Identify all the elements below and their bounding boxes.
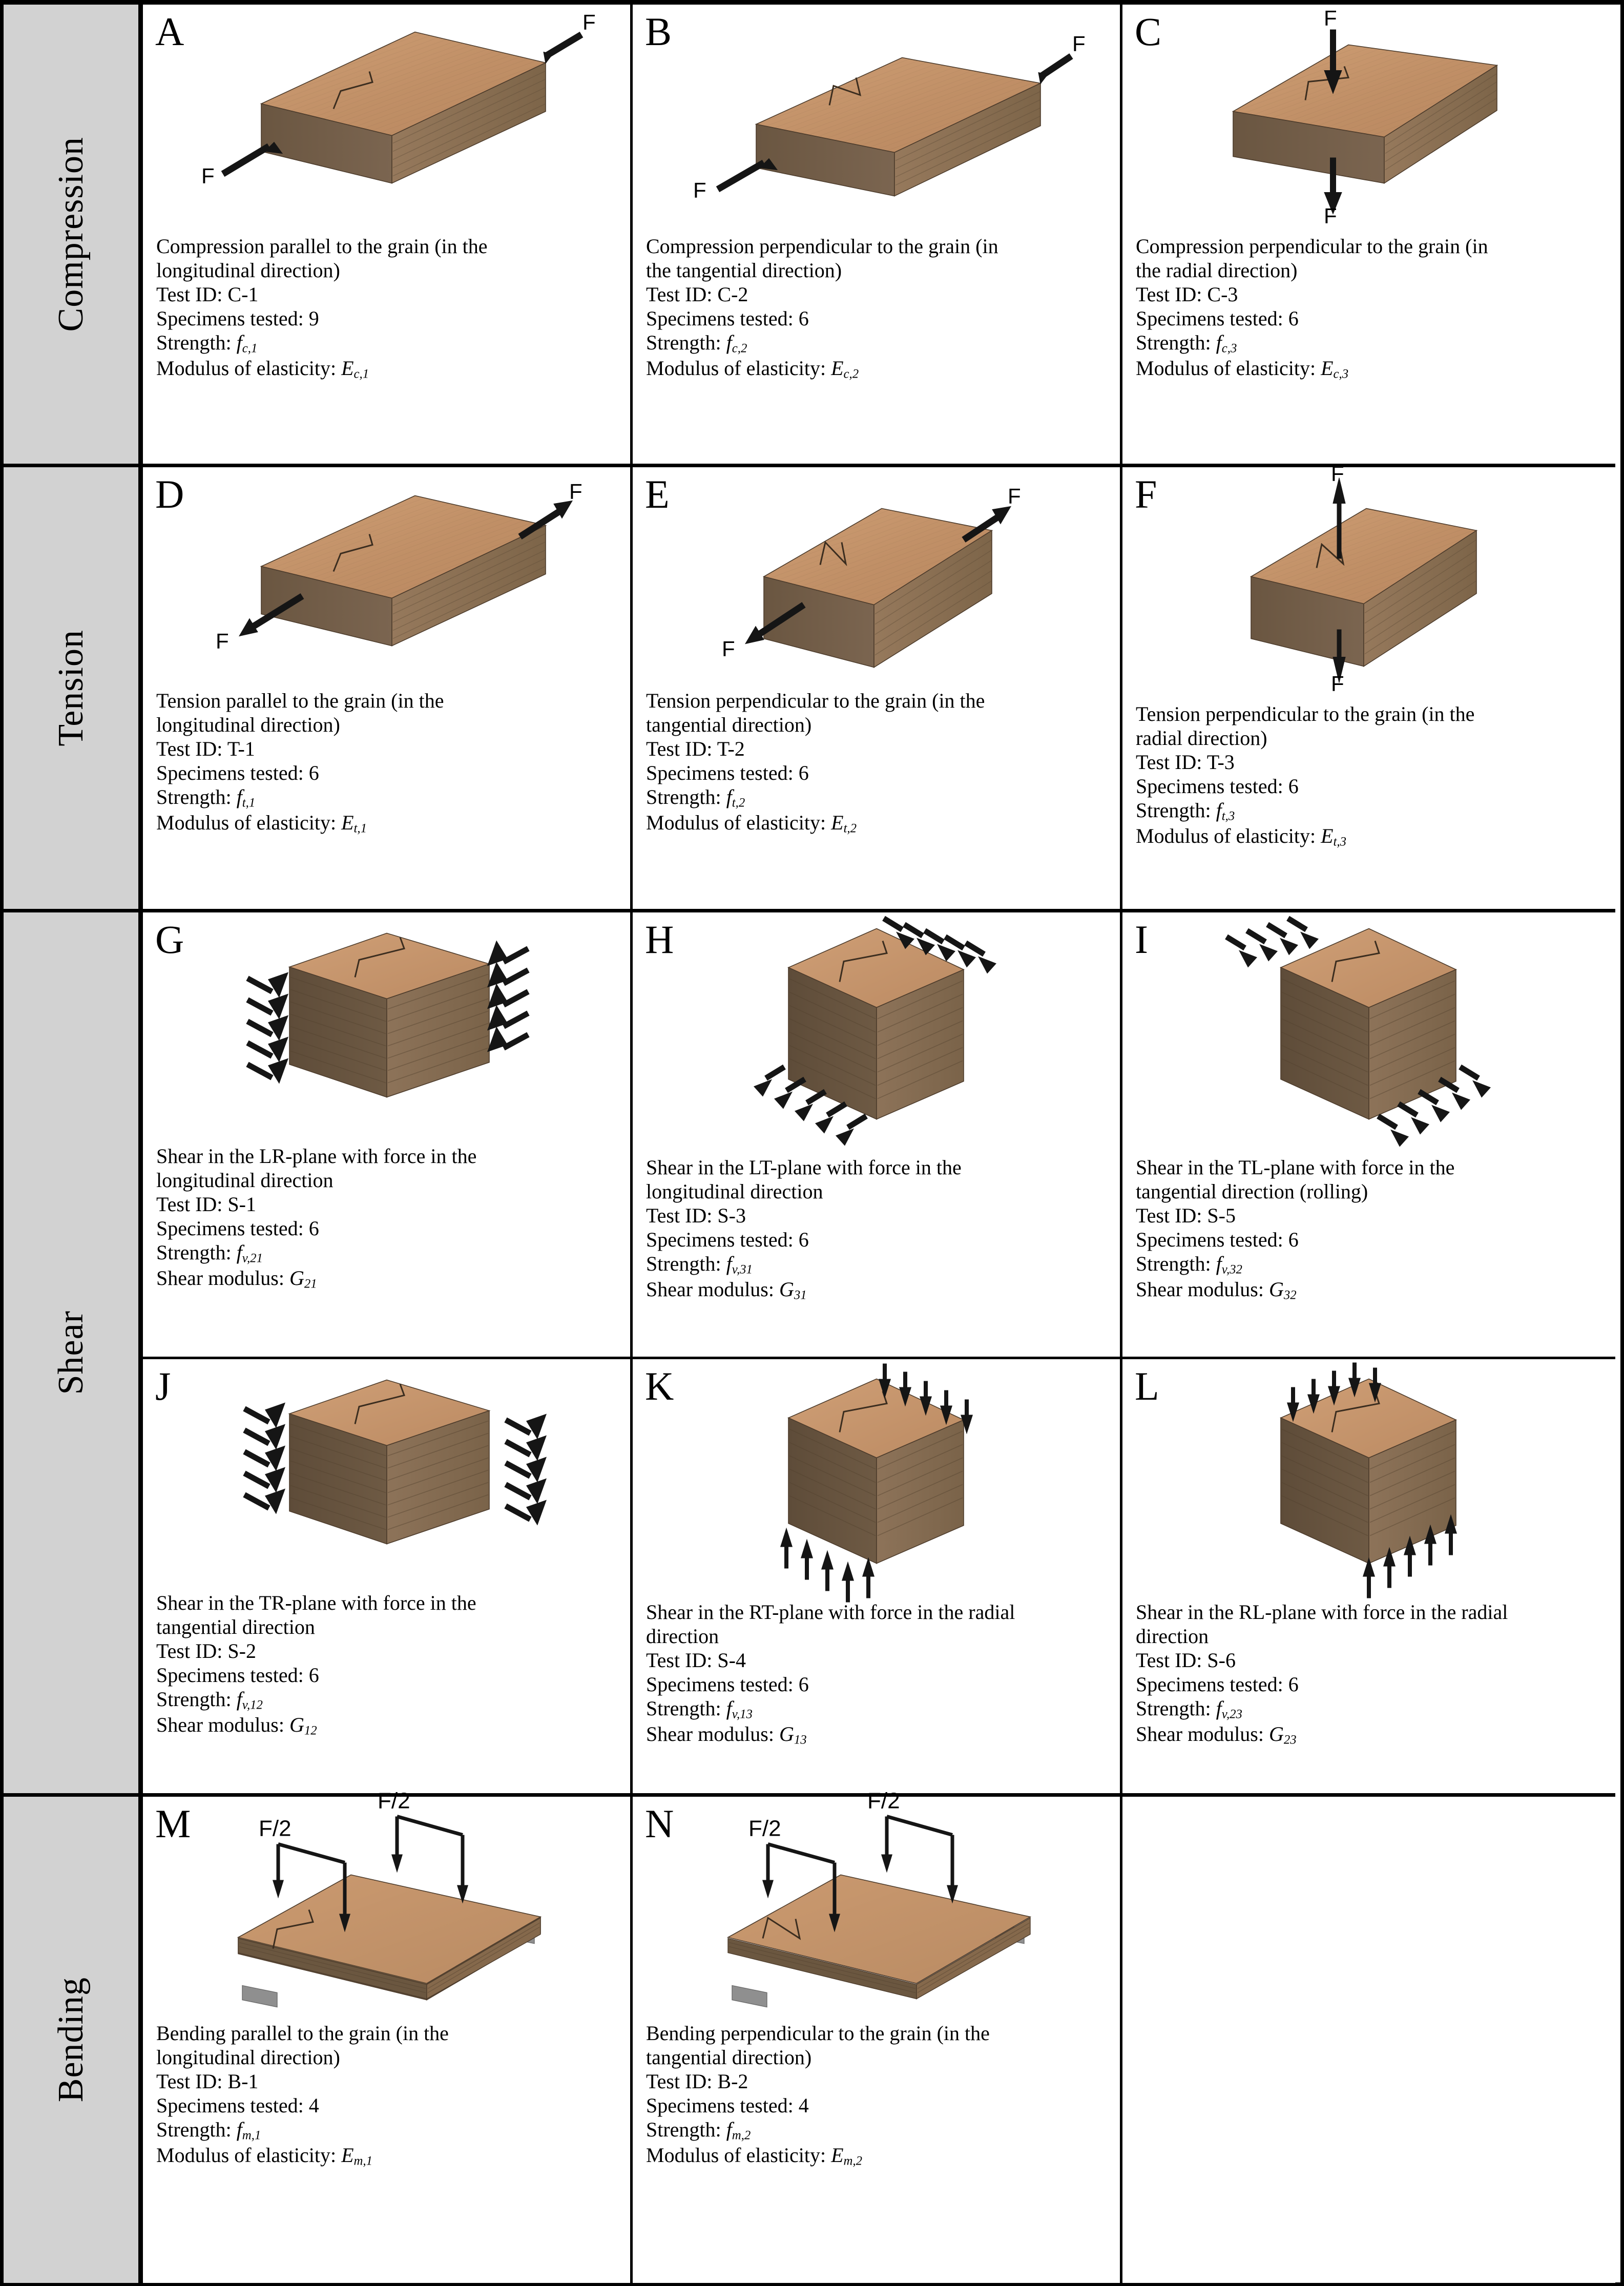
panel-letter-F: F xyxy=(1135,472,1157,516)
panel-caption-D xyxy=(143,689,630,836)
wood-beam-four-point-bending-svg xyxy=(672,1784,1081,2025)
test-id-line: Test ID: S-4 xyxy=(646,1649,746,1672)
specimens-line: Specimens tested: 6 xyxy=(1136,775,1299,798)
wood-beam-axial-compression-svg xyxy=(192,10,596,219)
panel-caption-F xyxy=(1122,702,1615,849)
modulus-line: Modulus of elasticity: $E_{c,3}$ xyxy=(1136,356,1349,381)
caption-line: Bending parallel to the grain (in the xyxy=(156,2022,449,2045)
wood-beam-axial-tension-svg xyxy=(192,480,581,679)
specimen-diagram-cube-rl-shear xyxy=(1200,1359,1538,1607)
panel-letter-M: M xyxy=(155,1801,191,1846)
strength-line: Strength: $f_{m,2}$ xyxy=(646,2118,751,2143)
panel-letter-H: H xyxy=(645,917,674,962)
panel-cell-H xyxy=(633,912,1122,1359)
panel-letter-I: I xyxy=(1135,917,1148,962)
specimens-line: Specimens tested: 6 xyxy=(156,761,319,784)
caption-line: direction xyxy=(646,1625,719,1648)
category-cell-compression xyxy=(4,5,143,467)
test-id-line: Test ID: C-3 xyxy=(1136,283,1238,306)
modulus-line: Modulus of elasticity: $E_{c,1}$ xyxy=(156,356,369,381)
strength-line: Strength: $f_{v,32}$ xyxy=(1136,1252,1242,1277)
strength-line: Strength: $f_{m,1}$ xyxy=(156,2118,261,2143)
strength-line: Strength: $f_{v,13}$ xyxy=(646,1697,753,1721)
caption-line: longitudinal direction) xyxy=(156,713,340,736)
caption-line: Compression parallel to the grain (in the xyxy=(156,235,488,258)
panel-figure-K xyxy=(633,1362,1120,1603)
panel-cell-B xyxy=(633,5,1122,467)
specimens-line: Specimens tested: 6 xyxy=(646,307,809,330)
test-id-line: Test ID: C-2 xyxy=(646,283,748,306)
caption-line: direction xyxy=(1136,1625,1209,1648)
panel-caption-L xyxy=(1122,1600,1615,1747)
force-label-F: F xyxy=(1324,6,1337,30)
wood-cube-vertical-shear-svg xyxy=(1200,1359,1538,1605)
modulus-line: Modulus of elasticity: $E_{m,2}$ xyxy=(646,2143,863,2168)
panel-figure-L xyxy=(1122,1362,1615,1603)
modulus-line: Modulus of elasticity: $E_{t,2}$ xyxy=(646,811,857,836)
specimens-line: Specimens tested: 6 xyxy=(646,761,809,784)
test-id-line: Test ID: B-1 xyxy=(156,2070,259,2093)
specimens-line: Specimens tested: 6 xyxy=(1136,307,1299,330)
modulus-line: Shear modulus: $G_{31}$ xyxy=(646,1277,807,1302)
wood-slab-vertical-tension-svg xyxy=(1190,461,1548,696)
caption-line: tangential direction) xyxy=(646,713,812,736)
specimen-diagram-beam-tension xyxy=(192,480,581,682)
modulus-line: Modulus of elasticity: $E_{m,1}$ xyxy=(156,2143,373,2168)
panel-cell-L xyxy=(1122,1359,1615,1797)
specimen-diagram-cube-tr-shear xyxy=(207,1364,566,1582)
caption-line: Tension parallel to the grain (in the xyxy=(156,689,444,712)
strength-line: Strength: $f_{t,2}$ xyxy=(646,785,745,810)
panel-figure-G xyxy=(143,916,630,1136)
specimen-diagram-slab-tension xyxy=(697,477,1056,684)
panel-figure-C xyxy=(1122,8,1615,228)
force-label-F: F xyxy=(1072,31,1086,56)
force-label-F: F xyxy=(582,10,596,34)
specimen-diagram-four-point-bending-perp xyxy=(672,1784,1081,2028)
category-label-tension: Tension xyxy=(51,630,91,746)
wood-cube-side-shear-svg xyxy=(207,1364,566,1579)
specimens-line: Specimens tested: 4 xyxy=(156,2094,319,2117)
test-id-line: Test ID: C-1 xyxy=(156,283,259,306)
modulus-line: Shear modulus: $G_{23}$ xyxy=(1136,1722,1297,1747)
test-id-line: Test ID: S-1 xyxy=(156,1193,256,1216)
specimen-diagram-cube-side-shear xyxy=(207,917,566,1135)
caption-line: longitudinal direction) xyxy=(156,2046,340,2069)
wood-cube-vertical-shear-svg xyxy=(707,1359,1046,1605)
category-cell-shear xyxy=(4,912,143,1797)
specimen-diagram-cube-rt-shear xyxy=(707,1359,1046,1607)
category-label-bending: Bending xyxy=(51,1977,91,2103)
panel-caption-I xyxy=(1122,1155,1615,1302)
panel-figure-D xyxy=(143,470,630,691)
strength-line: Strength: $f_{t,1}$ xyxy=(156,785,256,810)
panel-cell-A xyxy=(143,5,633,467)
panel-cell-N xyxy=(633,1788,1122,2283)
panel-cell-M xyxy=(143,1788,633,2283)
panel-letter-N: N xyxy=(645,1801,674,1846)
modulus-line: Modulus of elasticity: $E_{t,3}$ xyxy=(1136,824,1347,849)
modulus-line: Shear modulus: $G_{21}$ xyxy=(156,1266,317,1291)
test-id-line: Test ID: S-6 xyxy=(1136,1649,1236,1672)
panel-cell-I xyxy=(1122,912,1615,1359)
panel-cell-J xyxy=(143,1359,633,1797)
specimen-diagram-beam-compression-perp xyxy=(682,14,1086,222)
panel-letter-J: J xyxy=(155,1364,171,1408)
caption-line: Bending perpendicular to the grain (in the xyxy=(646,2022,990,2045)
modulus-line: Shear modulus: $G_{32}$ xyxy=(1136,1277,1297,1302)
strength-line: Strength: $f_{t,3}$ xyxy=(1136,799,1235,823)
caption-line: the radial direction) xyxy=(1136,259,1298,282)
half-force-label: F/2 xyxy=(867,1788,900,1813)
panel-caption-B xyxy=(633,234,1120,381)
panel-caption-C xyxy=(1122,234,1615,381)
strength-line: Strength: $f_{v,31}$ xyxy=(646,1252,753,1277)
force-label-F: F xyxy=(1007,484,1021,508)
panel-letter-C: C xyxy=(1135,9,1162,54)
panel-figure-F xyxy=(1122,461,1615,696)
test-matrix-grid xyxy=(4,5,1620,2282)
specimen-diagram-beam-radial-compression xyxy=(1179,6,1558,228)
panel-letter-G: G xyxy=(155,917,184,962)
specimen-diagram-slab-radial-tension xyxy=(1190,461,1548,696)
test-id-line: Test ID: T-3 xyxy=(1136,751,1235,774)
panel-caption-J xyxy=(143,1591,630,1738)
specimens-line: Specimens tested: 6 xyxy=(1136,1673,1299,1696)
specimens-line: Specimens tested: 6 xyxy=(156,1664,319,1687)
wood-beam-axial-compression-svg xyxy=(682,14,1086,219)
wood-cube-rolling-shear-svg xyxy=(1200,915,1538,1155)
panel-cell-empty xyxy=(1122,1797,1615,2283)
wood-beam-vertical-compression-svg xyxy=(1179,6,1558,228)
caption-line: radial direction) xyxy=(1136,726,1267,750)
half-force-label: F/2 xyxy=(258,1816,292,1841)
force-label-F: F xyxy=(201,163,215,188)
strength-line: Strength: $f_{c,3}$ xyxy=(1136,331,1237,356)
panel-caption-K xyxy=(633,1600,1120,1747)
force-label-F: F xyxy=(693,178,706,202)
specimens-line: Specimens tested: 9 xyxy=(156,307,319,330)
panel-cell-G xyxy=(143,912,633,1359)
specimen-diagram-four-point-bending xyxy=(182,1784,592,2028)
modulus-line: Shear modulus: $G_{13}$ xyxy=(646,1722,807,1747)
panel-figure-H xyxy=(633,916,1120,1156)
strength-line: Strength: $f_{v,21}$ xyxy=(156,1241,263,1265)
caption-line: longitudinal direction) xyxy=(156,259,340,282)
caption-line: Shear in the RT-plane with force in the radial xyxy=(646,1601,1015,1624)
panel-letter-A: A xyxy=(155,9,184,54)
wood-beam-four-point-bending-svg xyxy=(182,1784,592,2025)
specimens-line: Specimens tested: 6 xyxy=(156,1217,319,1240)
panel-figure-J xyxy=(143,1362,630,1583)
panel-caption-A xyxy=(143,234,630,381)
panel-letter-D: D xyxy=(155,472,184,516)
strength-line: Strength: $f_{v,23}$ xyxy=(1136,1697,1242,1721)
panel-figure-A xyxy=(143,8,630,228)
specimens-line: Specimens tested: 6 xyxy=(1136,1228,1299,1251)
wood-cube-diagonal-shear-svg xyxy=(707,915,1046,1155)
specimens-line: Specimens tested: 4 xyxy=(646,2094,809,2117)
modulus-line: Shear modulus: $G_{12}$ xyxy=(156,1713,317,1738)
test-id-line: Test ID: T-2 xyxy=(646,737,745,760)
panel-cell-C xyxy=(1122,5,1615,467)
caption-line: Compression perpendicular to the grain (in xyxy=(646,235,998,258)
panel-figure-E xyxy=(633,470,1120,691)
category-label-compression: Compression xyxy=(51,136,91,332)
panel-cell-F xyxy=(1122,461,1615,912)
panel-figure-N xyxy=(633,1788,1120,2012)
panel-caption-G xyxy=(143,1144,630,1291)
force-label-F: F xyxy=(1324,203,1337,228)
category-label-shear: Shear xyxy=(51,1311,91,1395)
caption-line: longitudinal direction xyxy=(646,1180,823,1203)
panel-letter-K: K xyxy=(645,1364,674,1408)
modulus-line: Modulus of elasticity: $E_{c,2}$ xyxy=(646,356,859,381)
panel-caption-M xyxy=(143,2021,630,2168)
half-force-label: F/2 xyxy=(748,1816,781,1841)
caption-line: Shear in the RL-plane with force in the radial xyxy=(1136,1601,1508,1624)
caption-line: Compression perpendicular to the grain (in xyxy=(1136,235,1488,258)
wood-cube-side-shear-svg xyxy=(207,917,566,1132)
caption-line: Shear in the LT-plane with force in the xyxy=(646,1156,962,1179)
wood-slab-axial-tension-svg xyxy=(697,477,1056,682)
category-cell-tension xyxy=(4,467,143,912)
panel-caption-E xyxy=(633,689,1120,836)
force-label-F: F xyxy=(721,636,735,661)
force-label-F: F xyxy=(215,629,229,653)
specimen-diagram-cube-rolling-shear xyxy=(1200,915,1538,1158)
caption-line: Tension perpendicular to the grain (in the xyxy=(1136,702,1475,725)
test-id-line: Test ID: B-2 xyxy=(646,2070,748,2093)
panel-cell-D xyxy=(143,467,633,912)
panel-caption-N xyxy=(633,2021,1120,2168)
caption-line: Shear in the LR-plane with force in the xyxy=(156,1145,477,1168)
panel-letter-E: E xyxy=(645,472,670,516)
caption-line: tangential direction xyxy=(156,1615,315,1638)
caption-line: Shear in the TL-plane with force in the xyxy=(1136,1156,1455,1179)
caption-line: longitudinal direction xyxy=(156,1169,334,1192)
panel-cell-E xyxy=(633,467,1122,912)
force-label-F: F xyxy=(1331,671,1344,696)
modulus-line: Modulus of elasticity: $E_{t,1}$ xyxy=(156,811,367,836)
panel-figure-I xyxy=(1122,916,1615,1156)
caption-line: tangential direction) xyxy=(646,2046,812,2069)
category-cell-bending xyxy=(4,1797,143,2283)
panel-cell-K xyxy=(633,1359,1122,1797)
strength-line: Strength: $f_{c,2}$ xyxy=(646,331,747,356)
test-id-line: Test ID: T-1 xyxy=(156,737,255,760)
panel-figure-B xyxy=(633,8,1120,228)
specimen-diagram-cube-diagonal-shear xyxy=(707,915,1046,1158)
force-label-F: F xyxy=(1331,461,1344,486)
half-force-label: F/2 xyxy=(377,1788,410,1813)
panel-letter-B: B xyxy=(645,9,672,54)
specimens-line: Specimens tested: 6 xyxy=(646,1228,809,1251)
caption-line: the tangential direction) xyxy=(646,259,842,282)
specimens-line: Specimens tested: 6 xyxy=(646,1673,809,1696)
caption-line: tangential direction (rolling) xyxy=(1136,1180,1368,1203)
panel-caption-H xyxy=(633,1155,1120,1302)
force-label-F: F xyxy=(569,479,582,504)
caption-line: Shear in the TR-plane with force in the xyxy=(156,1591,476,1614)
specimen-diagram-beam-compression xyxy=(192,10,596,222)
test-id-line: Test ID: S-2 xyxy=(156,1639,256,1662)
strength-line: Strength: $f_{c,1}$ xyxy=(156,331,258,356)
strength-line: Strength: $f_{v,12}$ xyxy=(156,1688,263,1712)
test-id-line: Test ID: S-3 xyxy=(646,1204,746,1227)
test-id-line: Test ID: S-5 xyxy=(1136,1204,1236,1227)
panel-figure-M xyxy=(143,1788,630,2012)
panel-letter-L: L xyxy=(1135,1364,1159,1408)
caption-line: Tension perpendicular to the grain (in the xyxy=(646,689,985,712)
